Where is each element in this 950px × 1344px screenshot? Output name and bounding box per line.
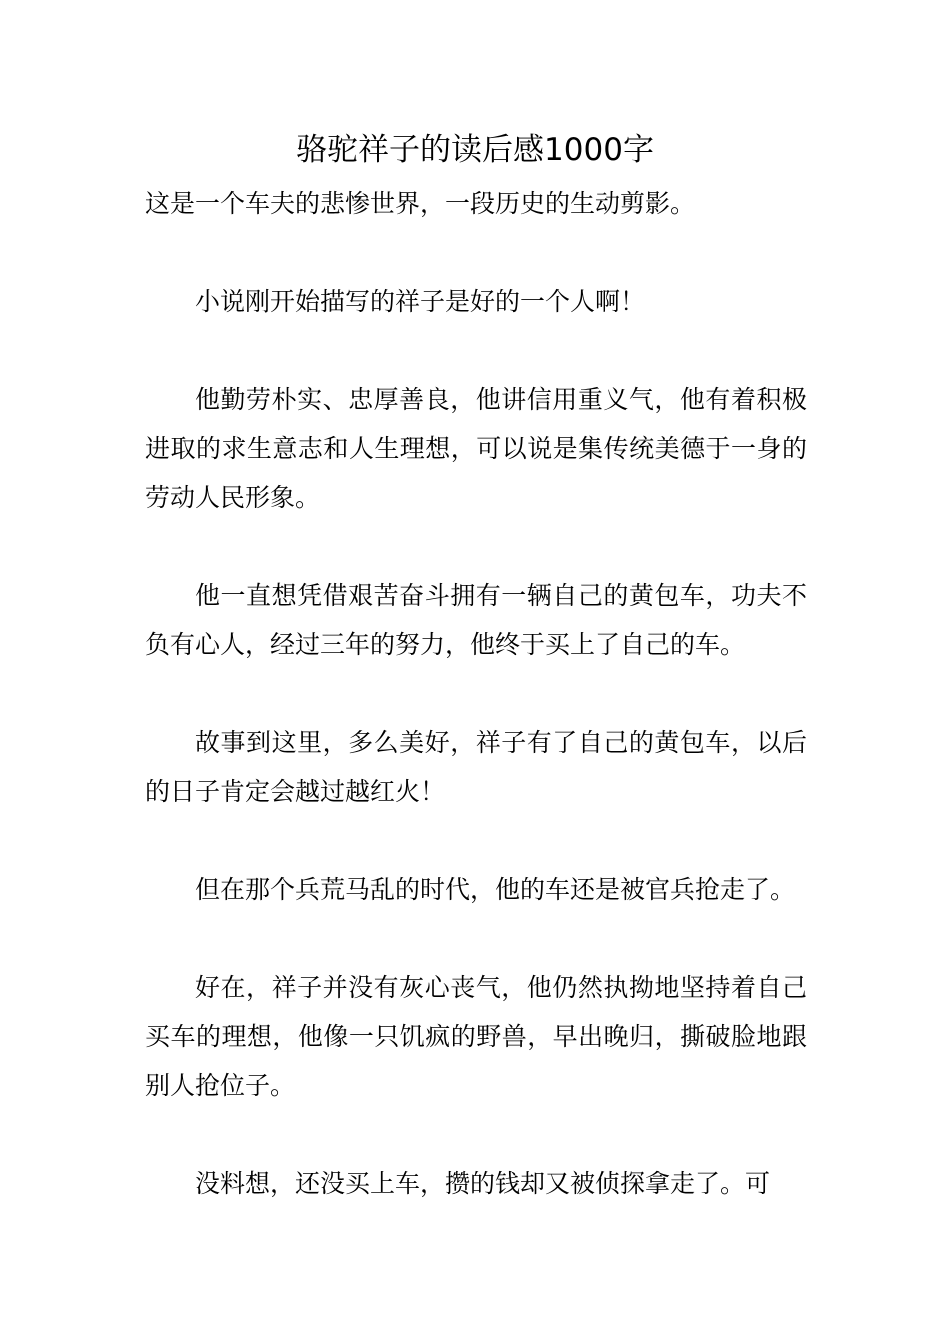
- paragraph-8: 没料想，还没买上车，攒的钱却又被侦探拿走了。可: [195, 1169, 771, 1198]
- paragraph-1: 这是一个车夫的悲惨世界，一段历史的生动剪影。: [145, 189, 696, 218]
- paragraph-6: 但在那个兵荒马乱的时代，他的车还是被官兵抢走了。: [195, 875, 796, 904]
- paragraph-7: 好在，祥子并没有灰心丧气，他仍然执拗地坚持着自己买车的理想，他像一只饥疯的野兽，早出晚归，撕破脸地跟别人抢位子。: [145, 973, 807, 1100]
- document-title: 骆驼祥子的读后感1000字: [296, 132, 654, 168]
- document-body: [145, 179, 807, 1208]
- paragraph-5: 故事到这里，多么美好，祥子有了自己的黄包车，以后的日子肯定会越过越红火！: [145, 728, 807, 806]
- paragraph-4: 他一直想凭借艰苦奋斗拥有一辆自己的黄包车，功夫不负有心人，经过三年的努力，他终于买上了自己的车。: [145, 581, 807, 659]
- paragraph-3: 他勤劳朴实、忠厚善良，他讲信用重义气，他有着积极进取的求生意志和人生理想，可以说是集传统美德于一身的劳动人民形象。: [145, 385, 807, 512]
- paragraph-2: 小说刚开始描写的祥子是好的一个人啊！: [195, 287, 646, 316]
